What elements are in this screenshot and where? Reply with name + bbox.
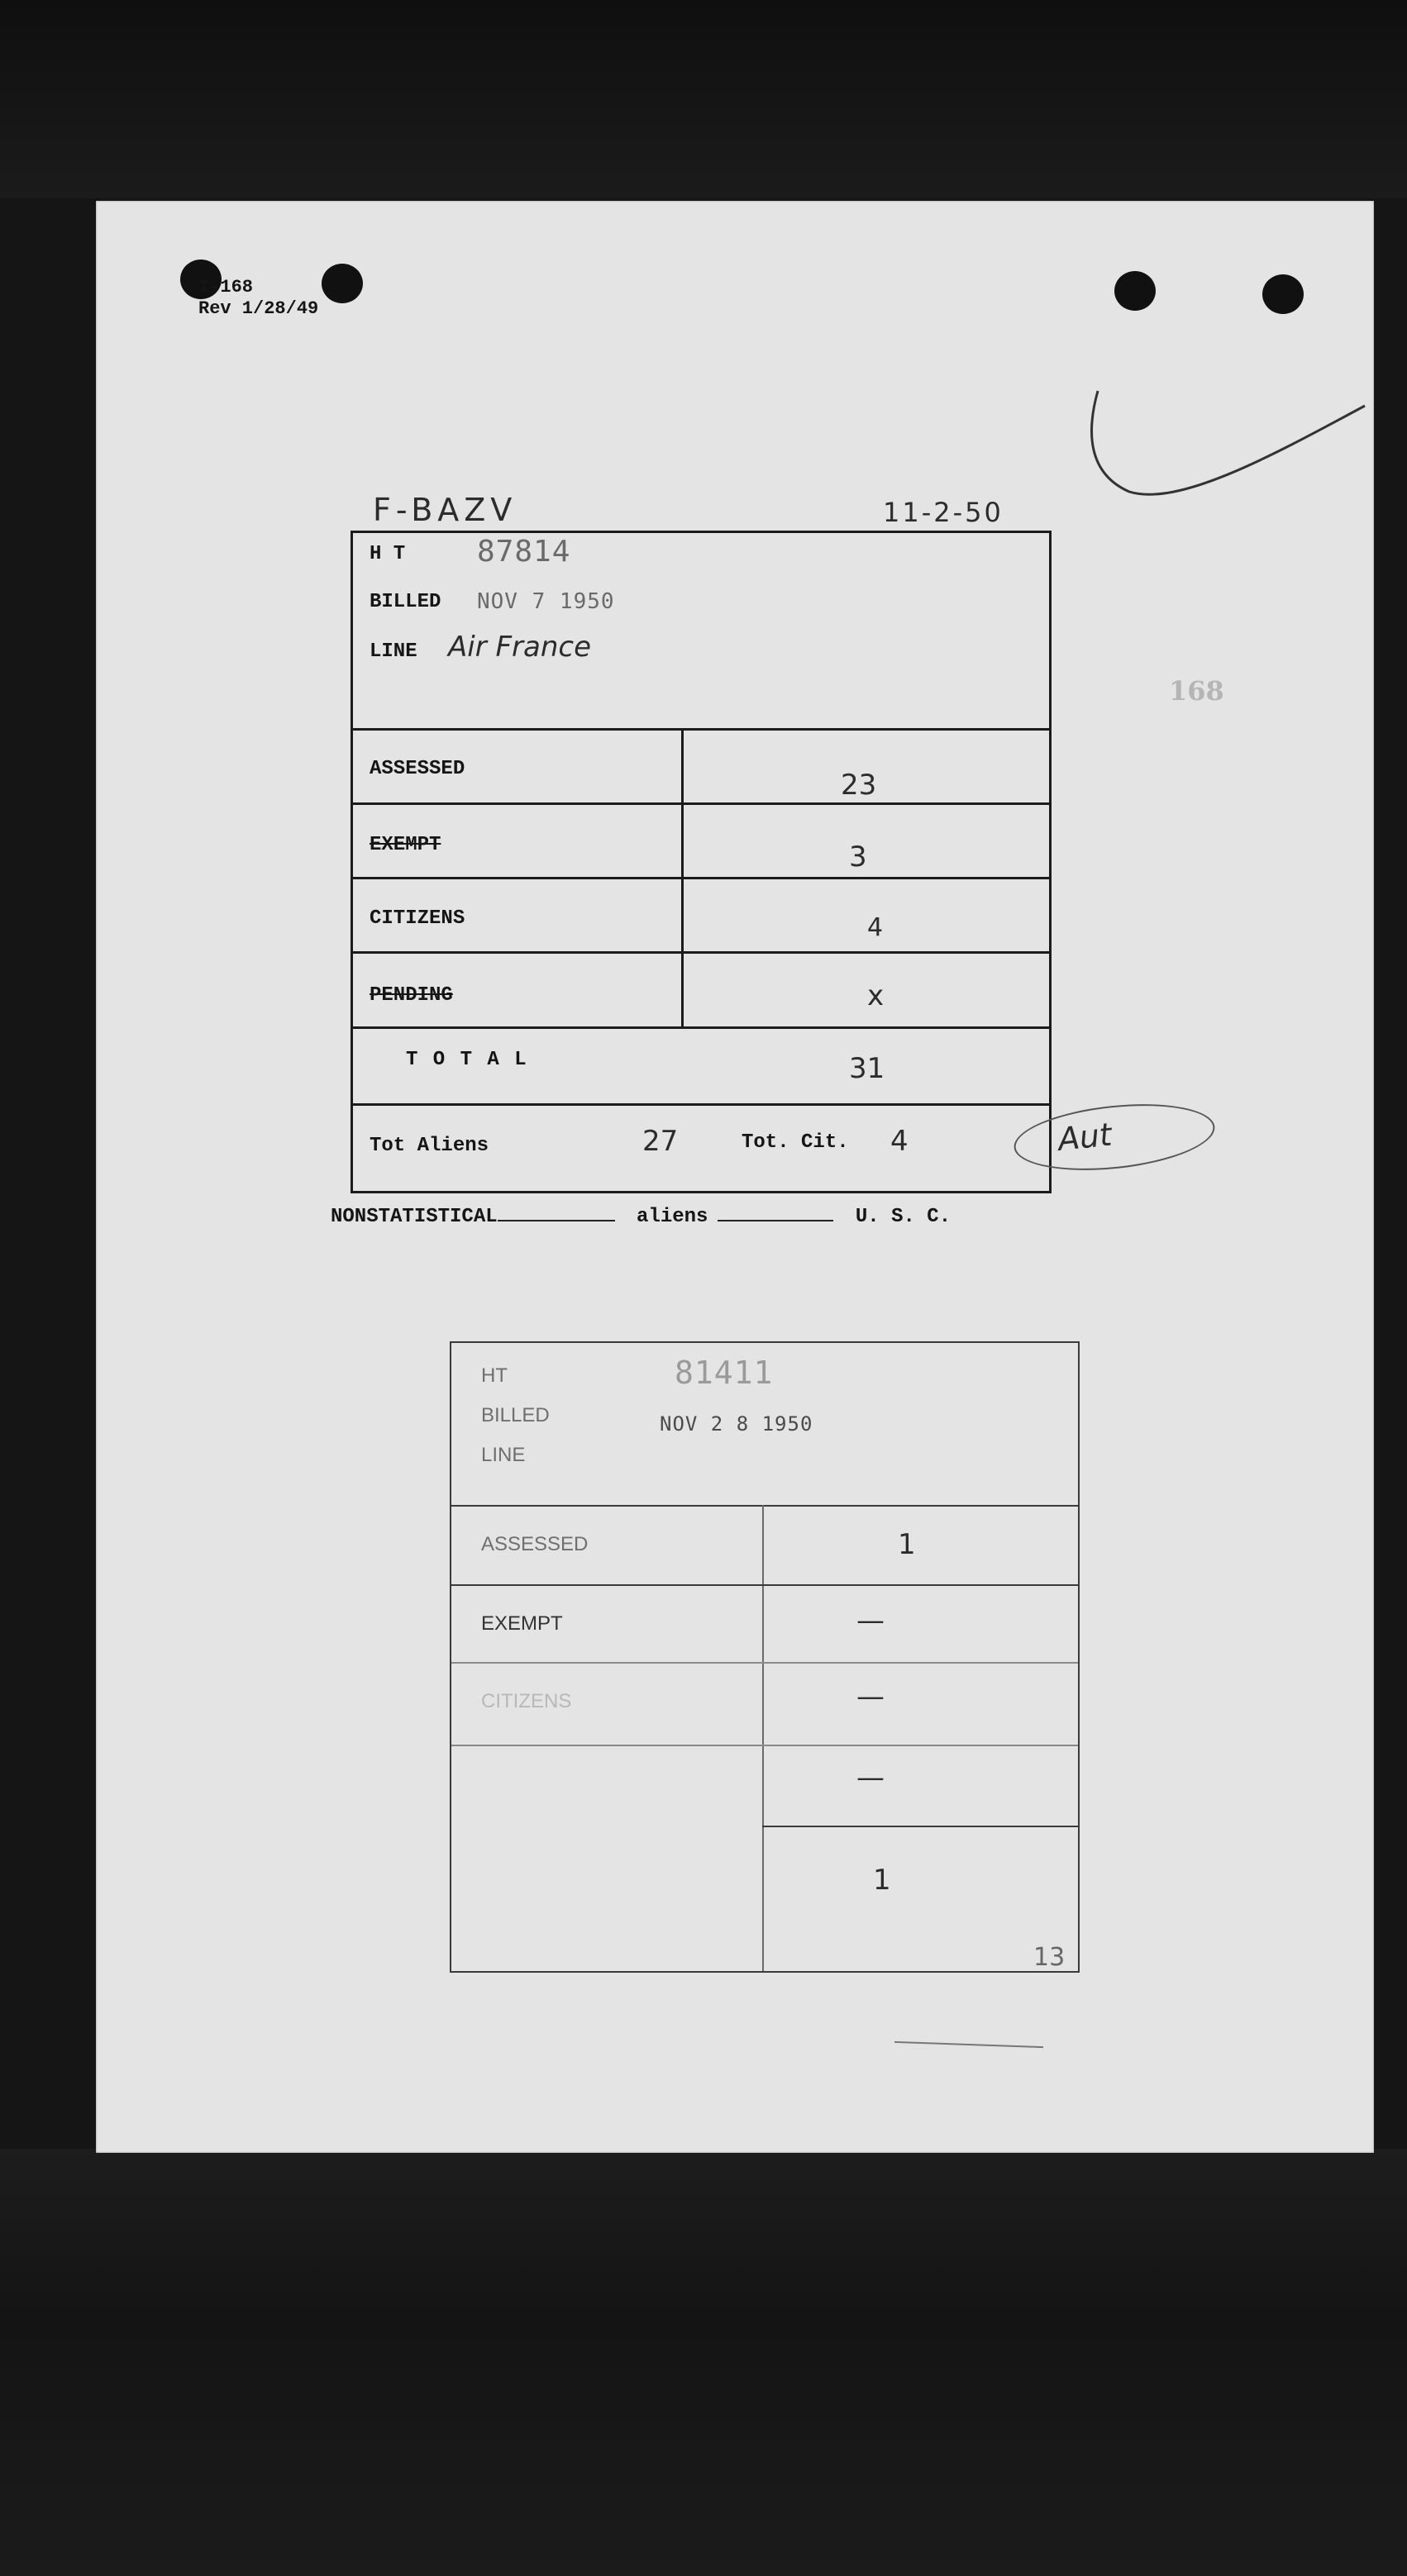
citizens-label-2: CITIZENS bbox=[481, 1690, 572, 1712]
manifest-card-2 bbox=[450, 1341, 1080, 1973]
nonstatistical-line bbox=[331, 1206, 951, 1228]
tot-aliens-label: Tot Aliens bbox=[370, 1135, 489, 1157]
ht-number: 87814 bbox=[477, 535, 571, 569]
assessed-label-2: ASSESSED bbox=[481, 1533, 589, 1555]
page-number: 168 bbox=[1169, 675, 1224, 707]
approval-initials: Aut bbox=[1056, 1116, 1114, 1159]
nonstatistical-label: NONSTATISTICAL bbox=[331, 1206, 498, 1228]
pending-value-2: — bbox=[856, 1761, 885, 1794]
handwritten-date: 11-2-50 bbox=[883, 497, 1004, 528]
form-code-header bbox=[198, 277, 318, 320]
scan-background-top bbox=[0, 0, 1407, 198]
document-page bbox=[96, 201, 1374, 2153]
manifest-card-1 bbox=[351, 531, 1052, 1193]
ht-number-2: 81411 bbox=[675, 1355, 774, 1391]
ht-label-2: HT bbox=[481, 1364, 508, 1387]
citizens-value: 4 bbox=[867, 913, 884, 942]
divider bbox=[353, 728, 1049, 731]
airline-name: Air France bbox=[448, 631, 592, 664]
form-code: I-168 bbox=[198, 277, 254, 298]
exempt-label: EXEMPT bbox=[370, 834, 441, 856]
line-label-2: LINE bbox=[481, 1444, 526, 1466]
tot-aliens-value: 27 bbox=[642, 1125, 679, 1158]
divider bbox=[451, 1584, 1078, 1586]
divider bbox=[353, 1103, 1049, 1106]
usc-label: U. S. C. bbox=[855, 1206, 952, 1228]
citizens-value-2: — bbox=[856, 1680, 885, 1713]
punch-hole bbox=[322, 264, 363, 303]
exempt-label-2: EXEMPT bbox=[481, 1612, 563, 1635]
billed-date-2: NOV 2 8 1950 bbox=[660, 1412, 813, 1436]
assessed-label: ASSESSED bbox=[370, 758, 465, 780]
scan-background-bottom bbox=[0, 2149, 1407, 2576]
assessed-value-2: 1 bbox=[898, 1528, 916, 1561]
citizens-label: CITIZENS bbox=[370, 907, 465, 930]
tot-cit-label: Tot. Cit. bbox=[742, 1131, 849, 1154]
corner-mark: 13 bbox=[1033, 1943, 1066, 1972]
divider bbox=[762, 1826, 1078, 1827]
pending-value: x bbox=[867, 979, 885, 1012]
divider bbox=[353, 802, 1049, 805]
line-label: LINE bbox=[370, 640, 417, 663]
divider bbox=[451, 1745, 1078, 1746]
check-mark bbox=[1080, 383, 1369, 515]
total-label: T O T A L bbox=[406, 1049, 528, 1071]
form-revision: Rev 1/28/49 bbox=[198, 298, 319, 319]
total-value-2: 1 bbox=[873, 1864, 891, 1897]
aircraft-registration: F-BAZV bbox=[373, 492, 517, 528]
pencil-stroke bbox=[894, 2041, 1043, 2048]
punch-hole bbox=[1114, 271, 1156, 311]
divider bbox=[451, 1505, 1078, 1507]
pending-label: PENDING bbox=[370, 984, 453, 1007]
assessed-value: 23 bbox=[841, 769, 877, 802]
divider bbox=[353, 1026, 1049, 1029]
divider bbox=[353, 951, 1049, 954]
exempt-value: 3 bbox=[849, 840, 867, 874]
billed-label-2: BILLED bbox=[481, 1404, 550, 1426]
billed-label: BILLED bbox=[370, 591, 441, 613]
aliens-label: aliens bbox=[637, 1206, 708, 1228]
divider bbox=[353, 877, 1049, 879]
divider bbox=[451, 1662, 1078, 1664]
column-divider bbox=[762, 1505, 764, 1971]
tot-cit-value: 4 bbox=[890, 1125, 909, 1158]
billed-date: NOV 7 1950 bbox=[477, 589, 615, 614]
total-value: 31 bbox=[849, 1052, 885, 1085]
punch-hole bbox=[1262, 274, 1304, 314]
ht-label: H T bbox=[370, 543, 406, 565]
exempt-value-2: — bbox=[856, 1604, 885, 1637]
